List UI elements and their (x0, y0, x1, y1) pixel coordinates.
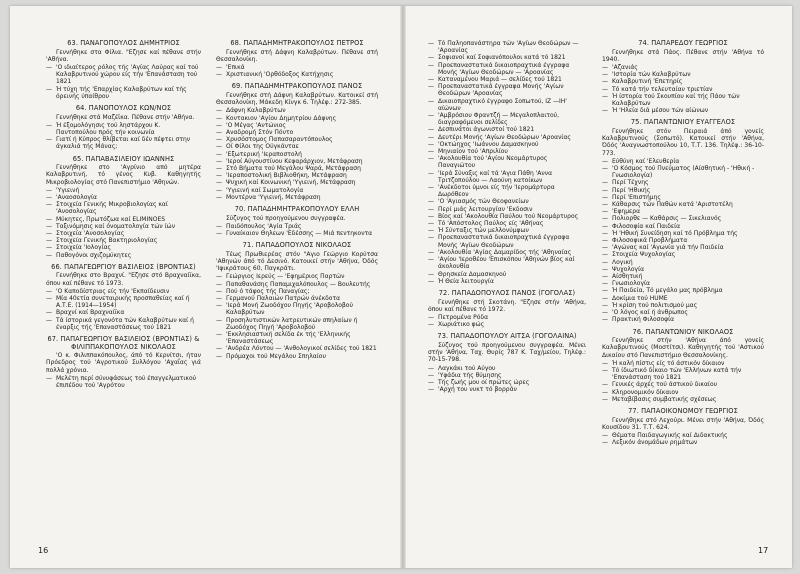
work-item: — Γνωσιολογία (602, 280, 764, 287)
entry-heading: 63. ΠΑΝΑΓΟΠΟΥΛΟΣ ΔΗΜΗΤΡΙΟΣ (67, 40, 180, 47)
work-item: — Δικαιοπραχτικό έγγραφο Σοπωτού, ΙΖ —ΙΗ' αίώνων (428, 98, 586, 112)
work-item: — Παιδόπουλος 'Αγία Τριάς (216, 223, 378, 230)
book-spread (10, 6, 792, 568)
work-item: — 'Αρχή του νυκτ τό βορράν (428, 386, 586, 393)
work-item: — Δάφνη Καλαβρύτων (216, 107, 378, 114)
entry-bio: Γεννήθηκε στή Σκοτάνη. "Εζησε στήν 'Αθήνα, όπου καί πέθανε τό 1972. (428, 298, 586, 313)
work-item: — 'Αμβρόσιου Φραντζή — Μεγαλοπλαιτού, διαγραφόμενοι σελίδες (428, 112, 586, 126)
work-item: — Πρακτική Φιλοσοφία (602, 316, 764, 323)
work-item: — Κληρονομικόν δίκαιον (602, 389, 764, 396)
work-item: — Ή καλή πίστις είς τό άστικόν δίκαιον (602, 360, 764, 367)
entry-bio: Γεννήθηκε στο Βραχνί. "Εζησε στό Βραχναίϊκα, όπου καί πέθανε τό 1973. (46, 272, 201, 287)
work-item: — 'Ιεροί Αύγουστίνου Κεφαράρχιον, Μετάφραση (216, 158, 378, 165)
work-item: — Μηνιαίον τού 'Απριλίου (428, 148, 586, 155)
entry-heading: 65. ΠΑΠΑΒΑΣΙΛΕΙΟΥ ΙΩΑΝΝΗΣ (72, 154, 175, 163)
entry-bio: 'Ο κ. Φιλιππακόπουλος, άπό τό Κερνίτσι, ήταν Πρόεδρος τού 'Αγροτικού Συλλόγου 'Αχαΐας γιά πολλά χρόνια. (46, 352, 201, 374)
work-item: — Παπαθανάσης Παπαμιχαλόπουλος — Βουλευτής (216, 281, 378, 288)
work-item: — Μεταβίβασις συμβατικής σχέσεως (602, 396, 764, 403)
entry-heading: 71. ΠΑΠΑΔΟΠΟΥΛΟΣ ΝΙΚΟΛΑΟΣ (242, 241, 352, 250)
entry-69 (216, 83, 378, 201)
entry-bio: Γεννήθηκε στήν 'Αθήνα άπό γονείς Καλαβρυτινούς (Μοστίτσι). Καθηγητής τού 'Αστικού Δικαίου στό Πανεπιστήμιο Θεσσαλονίκης. (602, 337, 764, 359)
work-item: — Πού ό τάφος τής Παναγίας; (216, 288, 378, 295)
entry-75 (602, 119, 764, 323)
work-item: — Ή έξομολόγησις τού ληστάρχου Κ. Παντοπούλου πρός τήν κοινωνία (46, 122, 201, 136)
work-item: — Τό 'Απόστολος Παύλος είς 'Αθήνας (428, 220, 586, 227)
column-3 (428, 40, 586, 540)
column-1 (46, 40, 201, 540)
entry-bio: Σύζυγος τού προηγούμενου συγγραφέα. Μένει στήν 'Αθήνα, Ταχ. Θυρίς 787 Κ. Ταχ/μείου, Τηλέφ.: 70-15-798. (428, 341, 586, 364)
work-item: — Σοφιανοί καί Σοφιανόπουλοι κατά τό 1821 (428, 54, 586, 61)
page-number-right: 17 (758, 546, 769, 555)
entry-71 (216, 242, 378, 360)
entry-heading: 73. ΠΑΠΑΔΟΠΟΥΛΟΥ ΑΙΤΣΑ (ΓΟΓΟΛΑΙΝΑ) (437, 332, 577, 341)
work-item: — Κάθαρσις τών Παθών κατά 'Αριστοτέλη (602, 201, 764, 208)
entry-66 (46, 264, 201, 331)
work-item: — Χρυσόστομος Παπασαραντόπουλος (216, 136, 378, 143)
entry-71-continued (428, 40, 586, 285)
work-item: — Ψυχική καί Κοινωνική 'Υγιεινή, Μετάφραση (216, 179, 378, 186)
work-item: — Ή κρίση τού πολιτισμού μας (602, 302, 764, 309)
work-item: — Πολιορθε — Καθάρσις — Σικελιανός (602, 215, 764, 222)
work-item: — 'Υγιεινή καί Σωματολογία (216, 187, 378, 194)
work-item: — Ή Παιδεία, Τό μεγάλο μας πρόβλημα (602, 287, 764, 294)
work-item: — Οί Φίλοι της Ούγκάνταε (216, 143, 378, 150)
work-item: — Στοιχεία 'Ανοσολογίας (46, 230, 201, 237)
work-item: — 'Ο Μέγας 'Αντώνιος (216, 122, 378, 129)
work-item: — Δευτέρι Μονής 'Αγίων Θεοδώρων 'Αροανίας (428, 134, 586, 141)
work-item: — 'Επικά (216, 64, 378, 71)
work-item: — 'Ο Κόσμος τού Πνεύματος (Αίσθητική - 'Ηθική - Γνωσιολογία) (602, 165, 764, 179)
entry-72 (428, 290, 586, 328)
work-item: — 'Ο λόγος καί ή άνθρωπος (602, 309, 764, 316)
work-item: — Στοιχεία 'Ιολογίας (46, 244, 201, 251)
work-item: — Δοκίμια τού HUME (602, 295, 764, 302)
entry-heading: 66. ΠΑΠΑΓΕΩΡΓΙΟΥ ΒΑΣΙΛΕΙΟΣ (ΒΡΟΝΤΙΑΣ) (51, 262, 196, 271)
entry-bio: Γεννήθηκε στή Δάφνη Καλαβρύτων. Κατοικεί στή Θεσσαλονίκη, Μάκεδη Κίνγκ 6. Τηλέφ.: 272-385. (216, 92, 378, 107)
entry-bio: Γεννήθηκε στό Λεχούρι. Μένει στήν 'Αθήνα, Όδός Κουσίδου 31. Τ.Τ. 624. (602, 416, 764, 431)
entry-heading: 70. ΠΑΠΑΔΗΜΗΤΡΑΚΟΠΟΥΛΟΥ ΕΛΛΗ (234, 205, 360, 214)
entry-76 (602, 329, 764, 403)
work-item: — Προεπαναστατικά δικαιοπραχτικά έγγραφα Μονής 'Αγίων Θεοδώρων — 'Αροανίας (428, 62, 586, 76)
entry-heading: 68. ΠΑΠΑΔΗΜΗΤΡΑΚΟΠΟΥΛΟΣ ΠΕΤΡΟΣ (230, 40, 364, 47)
work-item: — Στό Βήματα τού Μεγάλου Ψαρά, Μετάφραση (216, 165, 378, 172)
column-2 (216, 40, 378, 540)
work-item: — 'Ιστορία τών Καλαβρύτων (602, 71, 764, 78)
entry-heading: 77. ΠΑΠΑΟΙΚΟΝΟΜΟΥ ΓΕΩΡΓΙΟΣ (628, 406, 738, 415)
entry-74 (602, 40, 764, 114)
work-item: — Περί 'Επιστήμης (602, 194, 764, 201)
entry-bio: Γεννήθηκε στή Δάφνη Καλαβρύτων. Πέθανε στή Θεσσαλονίκη. (216, 48, 378, 63)
work-item: — 'Αγίου 'Ιεροθέου 'Επισκόπου 'Αθηνών βίος καί άκολουθία (428, 256, 586, 270)
work-item: — Αναδρομή Στόν Πόντο (216, 129, 378, 136)
work-item: — Εύθύνη καί 'Ελευθερία (602, 158, 764, 165)
work-item: — Μύκητες, Πρωτόζωα καί ELIMINOES (46, 216, 201, 223)
work-item: — Κοντακιον 'Αγίου Δημητρίου Δάφνης (216, 115, 378, 122)
work-item: — Προσηλυτιστικών λατρευτικών σπηλαίων ή Ζωοδόχος Πηγή 'Αροβολοβού (216, 317, 378, 331)
work-item: — 'Εκκλησιαστική σελίδα έκ τής 'Ελληνικής 'Επαναστάσεως (216, 331, 378, 345)
entry-63 (46, 40, 201, 100)
work-item: — 'Ακολουθία 'Αγίας Δαμαρίδος τής 'Αθηναίας (428, 249, 586, 256)
work-item: — Περί 'Ηθικής (602, 187, 764, 194)
work-item: — Τό κατά τήν τελευταίαν τριετίαν (602, 86, 764, 93)
work-item: — Φιλοσοφικά Προβλήματα (602, 237, 764, 244)
entry-77 (602, 408, 764, 446)
work-item: — 'Ιερά Μονή Ζωοδόχου Πηγής 'Αροβολοβού Καλαβρύτων (216, 302, 378, 316)
entry-bio: Γεννήθηκε στα Φίλια. "Εζησε καί πέθανε στήν 'Αθήνα. (46, 48, 201, 63)
work-item: — Στοιχεία Γενικής Βακτηριολογίας (46, 237, 201, 244)
work-item: — Ή ίστορία τού Σκουπίου καί τής Πάου τών Καλαβρύτων (602, 93, 764, 107)
entry-73 (428, 333, 586, 393)
work-item: — Λεξικόν άνομάδων ρημάτων (602, 439, 764, 446)
work-item: — Ή 'Ηθική Συνείδηση καί τό Πρόβλημα τής (602, 230, 764, 237)
work-item: — Καλαβρυτινή 'Επετηρίς (602, 78, 764, 85)
entry-heading: 64. ΠΑΝΟΠΟΥΛΟΣ ΚΩΝ/ΝΟΣ (75, 104, 172, 113)
work-item: — Φιλοσοφία καί Παιδεία (602, 223, 764, 230)
work-item: — Πετρομένα Ρόδα (428, 314, 586, 321)
work-item: — Στοιχεία Γενικής Μικροβιολογίας καί 'Ανοσολογίας (46, 201, 201, 215)
work-item: — Γιατί ή Κύπρος θλίβεται καί δέν πέφτει στην άγκαλιά τής Μάνας; (46, 136, 201, 150)
entry-heading: 69. ΠΑΠΑΔΗΜΗΤΡΑΚΟΠΟΥΛΟΣ ΠΑΝΟΣ (231, 82, 363, 91)
entry-64 (46, 105, 201, 151)
work-item: — 'Ανδρέα Λόντου — 'Ανθολογικοί σελίδες τού 1821 (216, 345, 378, 352)
work-item: — Γενικές άρχές τού άστικού δικαίου (602, 381, 764, 388)
page-number-left: 16 (38, 546, 49, 555)
work-item: — Βίος καί 'Ακολουθία Παύλου τού Νεομάρτυρος (428, 213, 586, 220)
work-item: — Ταξινόμησις καί όνοματολογία τών ίών (46, 223, 201, 230)
work-item: — Αίσθητική (602, 273, 764, 280)
entry-68 (216, 40, 378, 78)
work-item: — 'Ο ιδιαίτερος ρόλος τής 'Αγίας Λαύρας καί τού Καλαβρυτινού χώρου είς τήν 'Επανάσταση τού 1821 (46, 64, 201, 86)
work-item: — 'Εξωτερική 'Ιεραποστολή (216, 151, 378, 158)
work-item: — 'Ο Καποδίστριας είς τήν 'Εκπαίδευσιν (46, 288, 201, 295)
work-item: — 'Ακολουθία τού 'Αγίου Νεομάρτυρος Παναγιώτου (428, 155, 586, 169)
entry-heading: 74. ΠΑΠΑΡΕΔΟΥ ΓΕΩΡΓΙΟΣ (638, 40, 728, 47)
entry-heading: 67. ΠΑΠΑΓΕΩΡΓΙΟΥ ΒΑΣΙΛΕΙΟΣ (ΒΡΟΝΤΙΑΣ) & ΦΙΛΙΠΠΑΚΟΠΟΥΛΟΣ ΝΙΚΟΛΑΟΣ (47, 335, 200, 351)
work-item: — 'Οκτώηχος 'Ιωάννου Δαμασκηνού (428, 141, 586, 148)
work-item: — Ψυχολογία (602, 266, 764, 273)
work-item: — Τό ίδιωτικό δίκαιο τών 'Ελλήνων κατά τήν 'Επανάσταση τού 1821 (602, 367, 764, 381)
work-item: — 'Αναοσολογία (46, 194, 201, 201)
book-spine (400, 6, 406, 568)
work-item: — Καταναμένου Μαριά — σελίδες τού 1821 (428, 76, 586, 83)
entry-67 (46, 336, 201, 389)
entry-heading: 75. ΠΑΠΑΝΤΩΝΙΟΥ ΕΥΑΓΓΕΛΟΣ (630, 118, 736, 127)
entry-bio: Γεννήθηκε στο 'Αγρίνιο από μητέρα Καλαβρυτινή, τό γένος Κυβ. Καθηγητής Μικροβιολογίας στό Πανεπιστήμιο 'Αθηνών. (46, 164, 201, 186)
work-item: — Παθογόνοι σχιζομύκητες (46, 252, 201, 259)
work-item: — Μελέτη περί σύνυφάσεως τού έπαγγελματικού έπιπέδου τού 'Αγρότου (46, 375, 201, 389)
column-4 (602, 40, 764, 540)
work-item: — Θρησκεία Δαμασκηνού (428, 271, 586, 278)
work-item: — 'Ο 'Αγιασμός τών Θεοφανείων (428, 198, 586, 205)
entry-heading: 76. ΠΑΠΑΝΤΩΝΙΟΥ ΝΙΚΟΛΑΟΣ (632, 327, 734, 336)
work-item: — Λαγκάκι τού Αύγου (428, 365, 586, 372)
work-item: — 'Εφημερα (602, 208, 764, 215)
work-item: — Μία 40ετία συνεταιρικής προσπαθείας καί ή Α.Τ.Ε. (1914—1954) (46, 295, 201, 309)
work-item: — Βραχνί καί Βραχναίϊκα (46, 309, 201, 316)
work-item: — Ή Σύνταξις τών μελλονύμφων (428, 227, 586, 234)
work-item: — Γεώργιος Ιερεύς — 'Εφημέριος Παρτών (216, 273, 378, 280)
work-item: — Στοιχεία Ψυχολογίας (602, 251, 764, 258)
entry-65 (46, 156, 201, 259)
entry-bio: Γεννήθηκε στόν Πειραιά άπό γονείς Καλαβρυτινούς (Σοπωτό). Κατοικεί στήν 'Αθήνα, Όδός 'Αναγνωστοπούλου 10, Τ.Τ. 136. Τηλέφ.: 36-10-773. (602, 128, 764, 157)
work-item: — Θέματα Παιδαγωγικής καί Διδακτικής (602, 432, 764, 439)
work-item: — Ή 'Ηλεία διά μέσου τών αίώνων (602, 107, 764, 114)
work-item: — Λογική (602, 259, 764, 266)
work-item: — 'Ιερά Σύναξις καί τά 'Αγια Πάθη 'Αννα Τριτζοπούλου — Λαούνη κατοίκων (428, 170, 586, 184)
entry-bio: Γεννήθηκε στά Πάος. Πέθανε στήν 'Αθήνα τό 1940. (602, 48, 764, 63)
work-item: — Περί Τέχνης (602, 179, 764, 186)
work-item: — Τής ζωής μου οί πρώτες ώρες (428, 379, 586, 386)
work-item: — Τά ίστορικά γεγονότα τών Καλαβρύτων καί ή έναρξις τής 'Επαναστάσεως τού 1821 (46, 317, 201, 331)
work-item: — Ή τύχη τής 'Επαρχίας Καλαβρύτων καί τής όρεινής ύπαίθρου (46, 86, 201, 100)
entry-bio: Γεννήθηκε στά Μαζέϊκα. Πέθανε στήν 'Αθήνα. (56, 113, 195, 121)
work-item: — Προεπαναστατικά δικαιοπραχτικά έγγραφα Μονής 'Αγίων Θεοδώρων (428, 234, 586, 248)
entry-bio: Σύζυγος τού προηγούμενου συγγραφέα. (226, 214, 346, 222)
work-item: — 'Ιεραποστολική Βιβλιοθήκη, Μετάφραση (216, 172, 378, 179)
work-item: — Περί μιάς λειτουργίαν 'Εκδοσιν (428, 206, 586, 213)
work-item: — 'Αγώνας καί 'Αγωνία γιά τήν Παιδεία (602, 244, 764, 251)
work-item: — Ή Θεία λειτουργία (428, 278, 586, 285)
work-item: — Προεπαναστατικά έγγραφα Μονής 'Αγίων Θεοδώρων 'Αροανίας (428, 83, 586, 97)
work-item: — Τό Παληοπανάστηρα τών 'Αγίων Θεοδώρων — 'Αροανίας (428, 40, 586, 54)
entry-70 (216, 206, 378, 237)
work-item: — Χωριάτικο φώς (428, 321, 586, 328)
work-item: — 'Ανέκδοτοι ύμνοι είς τήν 'Ιερομάρτυρα Δωρόθεον (428, 184, 586, 198)
work-item: — Δεσπινάτοι άγωνιστοί τού 1821 (428, 126, 586, 133)
work-item: — Πρόμαχοι τού Μεγάλου Σπηλαίου (216, 353, 378, 360)
entry-heading: 72. ΠΑΠΑΔΟΠΟΥΛΟΣ ΠΑΝΟΣ (ΓΟΓΟΛΑΣ) (438, 288, 576, 297)
work-item: — Γυναίκαιον Θηλεων 'Εδέσσης — Μιά πεντηκοντα (216, 230, 378, 237)
work-item: — Γερμανού Παλαιών Πατρών άνέκδοτα (216, 295, 378, 302)
work-item: — 'Υγιεινή (46, 187, 201, 194)
work-item: — Χριστιανική 'Ορθόδοξος Κατήχησις (216, 71, 378, 78)
entry-bio: Τέως Πρωθιερέας στόν "Αγιο Γεώργιο Κορύτσα 'Αθηνών άπό τό Δεσινό. Κατοικεί στήν 'Αθήνα, Όδός 'Ιφικράτους 60, Παγκράτι. (216, 250, 378, 273)
work-item: — Μοντέρνα 'Υγιεινή, Μετάφραση (216, 194, 378, 201)
work-item: — 'Αζανιάς (602, 64, 764, 71)
work-item: — 'Υφάδια τής θύμησης (428, 372, 586, 379)
